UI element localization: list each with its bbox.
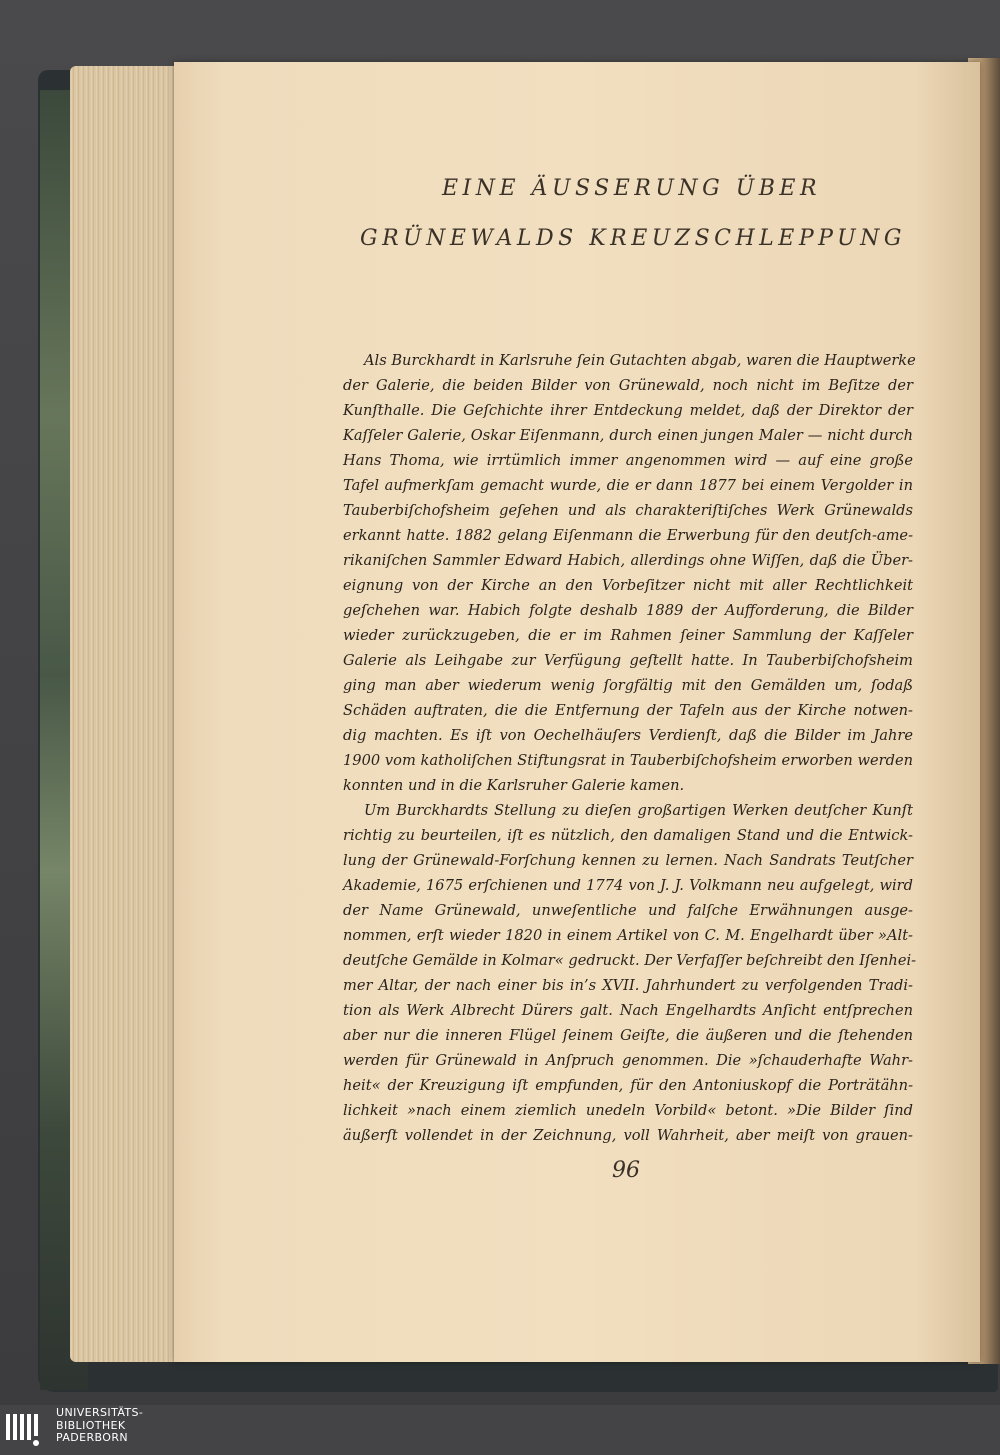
library-logo-icon [4,1410,44,1450]
text-line: Galerie als Leihgabe zur Verfügung geſtellt hatte. In Tauberbiſchofsheim [343,652,913,669]
page-stack [70,66,180,1362]
text-line: deutſche Gemälde in Kolmar« gedruckt. Der Verfaſſer beſchreibt den Iſenhei- [343,952,917,969]
text-line: geſchehen war. Habich folgte deshalb 1889 der Aufforderung, die Bilder [343,602,913,619]
page-number: 96 [612,1158,640,1183]
text-line: konnten und in die Karlsruher Galerie kamen. [343,777,685,794]
logo-line: PADERBORN [56,1431,129,1444]
footer-bar [0,1405,1000,1455]
chapter-title-line-2: GRÜNEWALDS KREUZSCHLEPPUNG [360,226,906,251]
text-line: der Galerie, die beiden Bilder von Grünewald, noch nicht im Beſitze der [343,377,913,394]
library-logo-text [56,1407,143,1445]
text-line: mer Altar, der nach einer bis in’s XVII. Jahrhundert zu verfolgenden Tradi- [343,977,913,994]
body-text [343,348,917,1148]
chapter-title-line-1: EINE ÄUSSERUNG ÜBER [442,176,822,201]
text-line: Kunſthalle. Die Geſchichte ihrer Entdeckung meldet, daß der Direktor der [343,402,913,419]
text-line: lung der Grünewald-Forſchung kennen zu lernen. Nach Sandrats Teutſcher [343,852,913,869]
text-line: erkannt hatte. 1882 gelang Eiſenmann die Erwerbung für den deutſch-ame- [343,527,913,544]
logo-line: BIBLIOTHEK [56,1418,126,1432]
text-line: wieder zurückzugeben, die er im Rahmen ſeiner Sammlung der Kaſſeler [343,627,913,644]
text-line: Als Burckhardt in Karlsruhe ſein Gutachten abgab, waren die Hauptwerke [364,352,916,369]
text-line: äußerſt vollendet in der Zeichnung, voll Wahrheit, aber meiſt von grauen- [343,1127,913,1144]
text-line: dig machten. Es iſt von Oechelhäuſers Verdienſt, daß die Bilder im Jahre [343,727,913,744]
logo-line: UNIVERSITÄTS- [56,1406,144,1419]
text-line: Schäden auftraten, die die Entfernung der Tafeln aus der Kirche notwen- [343,702,913,719]
text-line: Akademie, 1675 erſchienen und 1774 von J. J. Volkmann neu aufgelegt, wird [343,877,913,894]
text-line: tion als Werk Albrecht Dürers galt. Nach Engelhardts Anſicht entſprechen [343,1002,913,1019]
text-line: 1900 vom katholiſchen Stiftungsrat in Tauberbiſchofsheim erworben werden [343,752,913,769]
text-line: Tafel aufmerkſam gemacht wurde, die er dann 1877 bei einem Vergolder in [343,477,913,494]
text-line: nommen, erſt wieder 1820 in einem Artikel von C. M. Engelhardt über »Alt- [343,927,913,944]
text-line: heit« der Kreuzigung iſt empfunden, für den Antoniuskopf die Porträtähn- [343,1077,913,1094]
text-line: ging man aber wiederum wenig ſorgfältig mit den Gemälden um, ſodaß [343,677,913,694]
text-line: Kaſſeler Galerie, Oskar Eiſenmann, durch einen jungen Maler — nicht durch [343,427,913,444]
text-line: Um Burckhardts Stellung zu dieſen großartigen Werken deutſcher Kunſt [364,802,913,819]
text-line: aber nur die inneren Flügel ſeinem Geiſte, die äußeren und die ſtehenden [343,1027,913,1044]
text-line: rikaniſchen Sammler Edward Habich, allerdings ohne Wiſſen, daß die Über- [343,552,913,569]
text-line: richtig zu beurteilen, iſt es nützlich, den damaligen Stand und die Entwick- [343,827,913,844]
text-line: eignung von der Kirche an den Vorbeſitzer nicht mit aller Rechtlichkeit [343,577,913,594]
text-line: der Name Grünewald, unweſentliche und falſche Erwähnungen ausge- [343,902,913,919]
text-line: Tauberbiſchofsheim geſehen und als charakteriſtiſches Werk Grünewalds [343,502,913,519]
text-line: Hans Thoma, wie irrtümlich immer angenommen wird — auf eine große [343,452,913,469]
text-line: werden für Grünewald in Anſpruch genommen. Die »ſchauderhafte Wahr- [343,1052,913,1069]
text-line: lichkeit »nach einem ziemlich unedeln Vorbild« betont. »Die Bilder ſind [343,1102,913,1119]
